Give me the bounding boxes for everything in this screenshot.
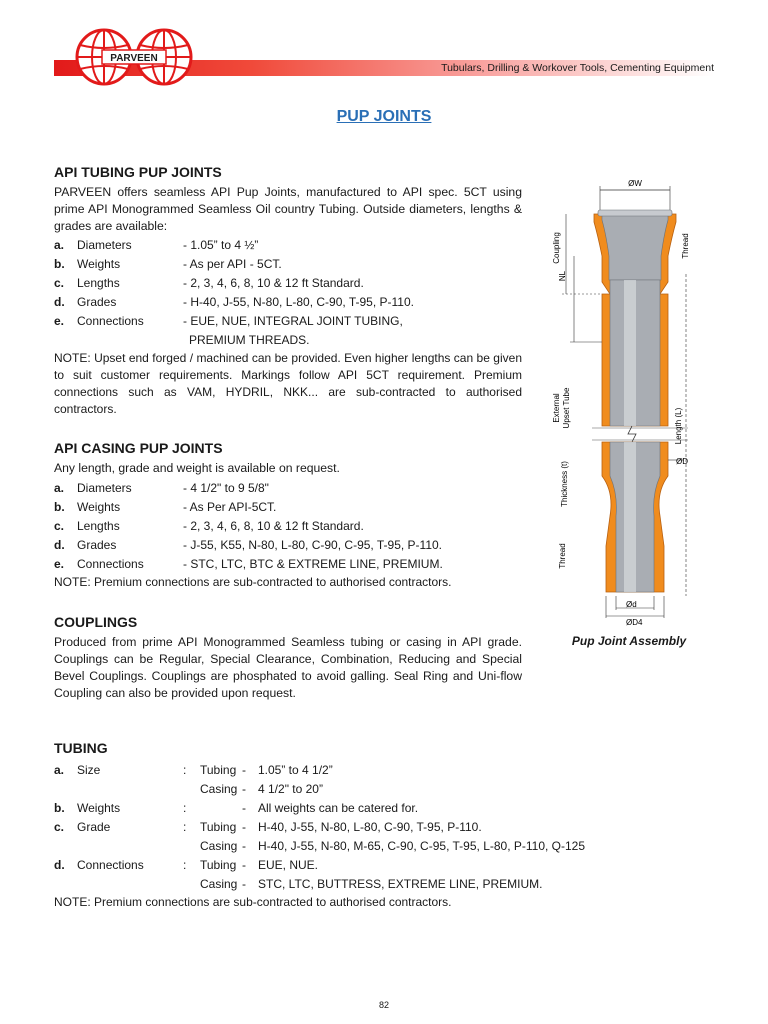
brand-name: PARVEEN bbox=[110, 53, 158, 64]
tubing-heading: TUBING bbox=[54, 740, 108, 756]
label-ow: ØW bbox=[628, 179, 642, 188]
api-tubing-intro: PARVEEN offers seamless API Pup Joints, manufactured to API spec. 5CT using prime API Monogrammed Seamless Oil country Tubing. Outside diameters, lengths & grades are available: bbox=[54, 185, 522, 233]
lower-tube-highlight bbox=[624, 442, 636, 592]
label-thread-bottom: Thread bbox=[558, 543, 567, 569]
couplings-text: Produced from prime API Monogrammed Seamless tubing or casing in API grade. Couplings can be Regular, Special Clearance, Combination, Reducing and Special Bevel Couplings. Couplings are phosphated to avoid galling. Seal Ring and Uni-flow Coupling can also be provided upon request. bbox=[54, 635, 522, 700]
label-external: External bbox=[552, 393, 561, 423]
table-row: Casing - H-40, J-55, N-80, M-65, C-90, C-95, T-95, L-80, P-110, Q-125 bbox=[200, 838, 586, 853]
coupling-top-rim bbox=[598, 210, 672, 216]
label-od: ØD bbox=[676, 457, 688, 466]
list-item: e. Connections - EUE, NUE, INTEGRAL JOINT TUBING, bbox=[54, 313, 403, 328]
api-casing-note: NOTE: Premium connections are sub-contracted to authorised contractors. bbox=[54, 575, 452, 589]
list-item: b. Weights - As Per API-5CT. bbox=[54, 499, 277, 514]
label-nl: NL bbox=[558, 270, 567, 282]
table-row: b. Weights : - All weights can be catered for. bbox=[54, 800, 419, 815]
api-casing-intro: Any length, grade and weight is available on request. bbox=[54, 461, 340, 475]
list-item: c. Lengths - 2, 3, 4, 6, 8, 10 & 12 ft Standard. bbox=[54, 518, 364, 533]
api-tubing-heading: API TUBING PUP JOINTS bbox=[54, 164, 222, 180]
table-row: Casing - 4 1/2" to 20” bbox=[200, 781, 323, 796]
label-coupling: Coupling bbox=[552, 232, 561, 264]
list-item-continued: PREMIUM THREADS. bbox=[189, 332, 310, 347]
label-upset-tube: Upset Tube bbox=[562, 387, 571, 429]
coupling-inner bbox=[602, 212, 668, 280]
couplings-heading: COUPLINGS bbox=[54, 614, 138, 630]
parveen-logo bbox=[74, 26, 194, 88]
list-item: d. Grades - H-40, J-55, N-80, L-80, C-90, T-95, P-110. bbox=[54, 294, 414, 309]
api-tubing-note: NOTE: Upset end forged / machined can be provided. Even higher lengths can be given to suit customer requirements. Markings follow API 5CT requirement. Premium connections such as VAM, HYDRIL, NKK... are sub-contracted to authorised contractors. bbox=[54, 351, 522, 416]
tubing-note: NOTE: Premium connections are sub-contracted to authorised contractors. bbox=[54, 895, 452, 909]
label-thickness: Thickness (t) bbox=[560, 461, 569, 507]
label-length: Length (L) bbox=[674, 407, 683, 445]
break-gap bbox=[588, 428, 688, 440]
list-item: c. Lengths - 2, 3, 4, 6, 8, 10 & 12 ft Standard. bbox=[54, 275, 364, 290]
table-row: a. Size : Tubing - 1.05” to 4 1/2” bbox=[54, 762, 333, 777]
header-tagline: Tubulars, Drilling & Workover Tools, Cementing Equipment bbox=[441, 62, 714, 74]
label-od4: ØD4 bbox=[626, 618, 643, 627]
diagram-caption: Pup Joint Assembly bbox=[571, 634, 687, 648]
table-row: Casing - STC, LTC, BUTTRESS, EXTREME LINE, PREMIUM. bbox=[200, 876, 543, 891]
table-row: c. Grade : Tubing - H-40, J-55, N-80, L-80, C-90, T-95, P-110. bbox=[54, 819, 482, 834]
page-title: PUP JOINTS bbox=[336, 108, 432, 125]
list-item: a. Diameters - 4 1/2" to 9 5/8" bbox=[54, 480, 269, 495]
list-item: d. Grades - J-55, K55, N-80, L-80, C-90, C-95, T-95, P-110. bbox=[54, 537, 443, 552]
api-tubing-list bbox=[54, 235, 414, 349]
label-id: Ød bbox=[626, 600, 637, 609]
list-item: b. Weights - As per API - 5CT. bbox=[54, 256, 282, 271]
list-item: e. Connections - STC, LTC, BTC & EXTREME LINE, PREMIUM. bbox=[54, 556, 443, 571]
tube-highlight bbox=[624, 280, 636, 426]
list-item: a. Diameters - 1.05” to 4 ½” bbox=[54, 237, 259, 252]
api-casing-heading: API CASING PUP JOINTS bbox=[54, 440, 223, 456]
table-row: d. Connections : Tubing - EUE, NUE. bbox=[54, 857, 319, 872]
page-number: 82 bbox=[378, 1000, 389, 1010]
tubing-table bbox=[54, 760, 585, 893]
label-thread-top: Thread bbox=[681, 233, 690, 259]
pup-joint-diagram bbox=[548, 176, 698, 628]
api-casing-list bbox=[54, 478, 443, 573]
